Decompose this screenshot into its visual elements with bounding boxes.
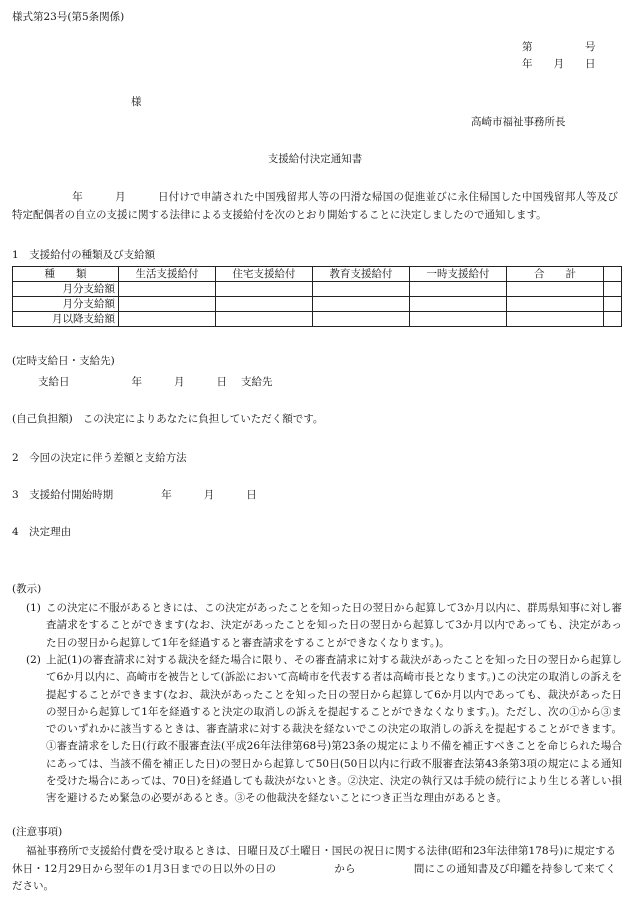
section3-line [12, 489, 257, 502]
caution-from: から [334, 862, 356, 875]
amount-cell[interactable] [604, 282, 622, 297]
caution-text-2: 間にこの通知書及び印鑑を持参して来てください。 [12, 862, 617, 892]
self-burden-text: この決定によりあなたに負担していただく額です。 [82, 413, 324, 425]
section4-heading: 4 決定理由 [12, 526, 72, 538]
payment-amount-table [12, 266, 622, 327]
section3-heading: 3 支援給付開始時期 [12, 489, 114, 501]
amount-cell[interactable] [410, 312, 507, 327]
amount-cell[interactable] [507, 312, 604, 327]
table-row [13, 297, 622, 312]
intro-text: 日付けで申請された中国残留邦人等の円滑な帰国の促進並びに永住帰国した中国残留邦人等及び特定配偶者の自立の支援に関する法律による支援給付を次のとおり開始することに決定しましたので通知します。 [12, 191, 619, 221]
caution-heading: (注意事項) [12, 826, 63, 838]
table-row [13, 312, 622, 327]
section3-month: 月 [203, 489, 215, 501]
amount-cell[interactable] [119, 297, 216, 312]
section2-heading: 2 今回の決定に伴う差額と支給方法 [12, 452, 187, 464]
amount-cell[interactable] [507, 282, 604, 297]
amount-cell[interactable] [216, 312, 313, 327]
notice-item-number: (2) [26, 654, 41, 666]
amount-cell[interactable] [313, 297, 410, 312]
notice-item-2 [26, 652, 622, 808]
amount-cell[interactable] [313, 312, 410, 327]
amount-cell[interactable] [216, 282, 313, 297]
notice-number: 第 号 [522, 41, 596, 53]
payment-heading: (定時支給日・支給先) [12, 355, 115, 367]
document-title: 支援給付決定通知書 [267, 153, 363, 165]
caution-text-1: 福祉事務所で支援給付費を受け取るときは、日曜日及び土曜日・国民の祝日に関する法律(昭和23年法律第178号)に規定する休日・12月29日から翌年の1月3日までの日以外の日の [12, 845, 616, 875]
caution-paragraph [12, 843, 616, 896]
table-row [13, 282, 622, 297]
header-extra [604, 267, 622, 282]
intro-year: 年 [72, 191, 83, 203]
notice-heading: (教示) [12, 583, 42, 595]
amount-cell[interactable] [119, 312, 216, 327]
header-type: 種 類 [13, 267, 119, 282]
header-total: 合 計 [507, 267, 604, 282]
payment-day: 日 [216, 376, 227, 388]
section1-heading: 1 支援給付の種類及び支給額 [12, 249, 156, 261]
payment-date-label: 支給日 [38, 376, 70, 388]
amount-cell[interactable] [604, 312, 622, 327]
amount-cell[interactable] [507, 297, 604, 312]
row-label: 月以降支給額 [13, 312, 119, 327]
amount-cell[interactable] [119, 282, 216, 297]
row-label: 月分支給額 [13, 282, 119, 297]
header-living-support: 生活支援給付 [119, 267, 216, 282]
self-burden-label: (自己負担額) [12, 413, 73, 425]
table-header-row [13, 267, 622, 282]
issue-date: 年 月 日 [522, 58, 596, 70]
section3-day: 日 [246, 489, 257, 501]
issuer: 高崎市福祉事務所長 [471, 116, 566, 128]
payment-dest-label: 支給先 [241, 376, 273, 388]
amount-cell[interactable] [604, 297, 622, 312]
self-burden-line [12, 413, 323, 426]
header-temporary-support: 一時支援給付 [410, 267, 507, 282]
payment-line [38, 376, 273, 389]
notice-item-text: 上記(1)の審査請求に対する裁決を経た場合に限り、その審査請求に対する裁決があったことを知った日の翌日から起算して6か月以内に、高崎市を被告として(訴訟において高崎市を代表する者は高崎市長となります。)この決定の取消しの訴えを提起することができます(なお、裁決があったことを知った日の翌日から起算して6か月以内であっても、裁決があった日の翌日から起算して1年を経過すると決定の取消しの訴えを提起することができなくなります。)。ただし、次の①から③までのいずれかに該当するときは、審査請求に対する裁決を経ないでこの決定の取消しの訴えを提起することができます。①審査請求をした日(行政不服審査法(平成26年法律第68号)第23条の規定により不備を補正すべきことを命じられた場合にあっては、当該不備を補正した日)の翌日から起算して50日(50日以内に行政不服審査法第43条第3項の規定による通知を受けた場合にあっては、70日)を経過しても裁決がないとき。②決定、決定の執行又は手続の続行により生じる著しい損害を避けるため緊急の必要があるとき。③その他裁決を経ないことにつき正当な理由があるとき。 [46, 654, 622, 805]
section3-year: 年 [161, 489, 172, 501]
amount-cell[interactable] [313, 282, 410, 297]
payment-month: 月 [174, 376, 185, 388]
header-housing-support: 住宅支援給付 [216, 267, 313, 282]
form-label: 様式第23号(第5条関係) [12, 11, 125, 23]
amount-cell[interactable] [410, 282, 507, 297]
intro-paragraph [12, 189, 618, 224]
intro-month: 月 [114, 191, 126, 203]
header-education-support: 教育支援給付 [313, 267, 410, 282]
addressee-suffix: 様 [131, 96, 142, 108]
row-label: 月分支給額 [13, 297, 119, 312]
amount-cell[interactable] [216, 297, 313, 312]
notice-item-text: この決定に不服があるときには、この決定があったことを知った日の翌日から起算して3か月以内に、群馬県知事に対し審査請求をすることができます(なお、決定があったことを知った日の翌日から起算して3か月以内であっても、決定があった日の翌日から起算して1年を経過すると審査請求をすることができなくなります。)。 [46, 602, 622, 649]
notice-item-1 [26, 600, 622, 652]
notice-item-number: (1) [26, 602, 41, 614]
payment-year: 年 [131, 376, 142, 388]
amount-cell[interactable] [410, 297, 507, 312]
